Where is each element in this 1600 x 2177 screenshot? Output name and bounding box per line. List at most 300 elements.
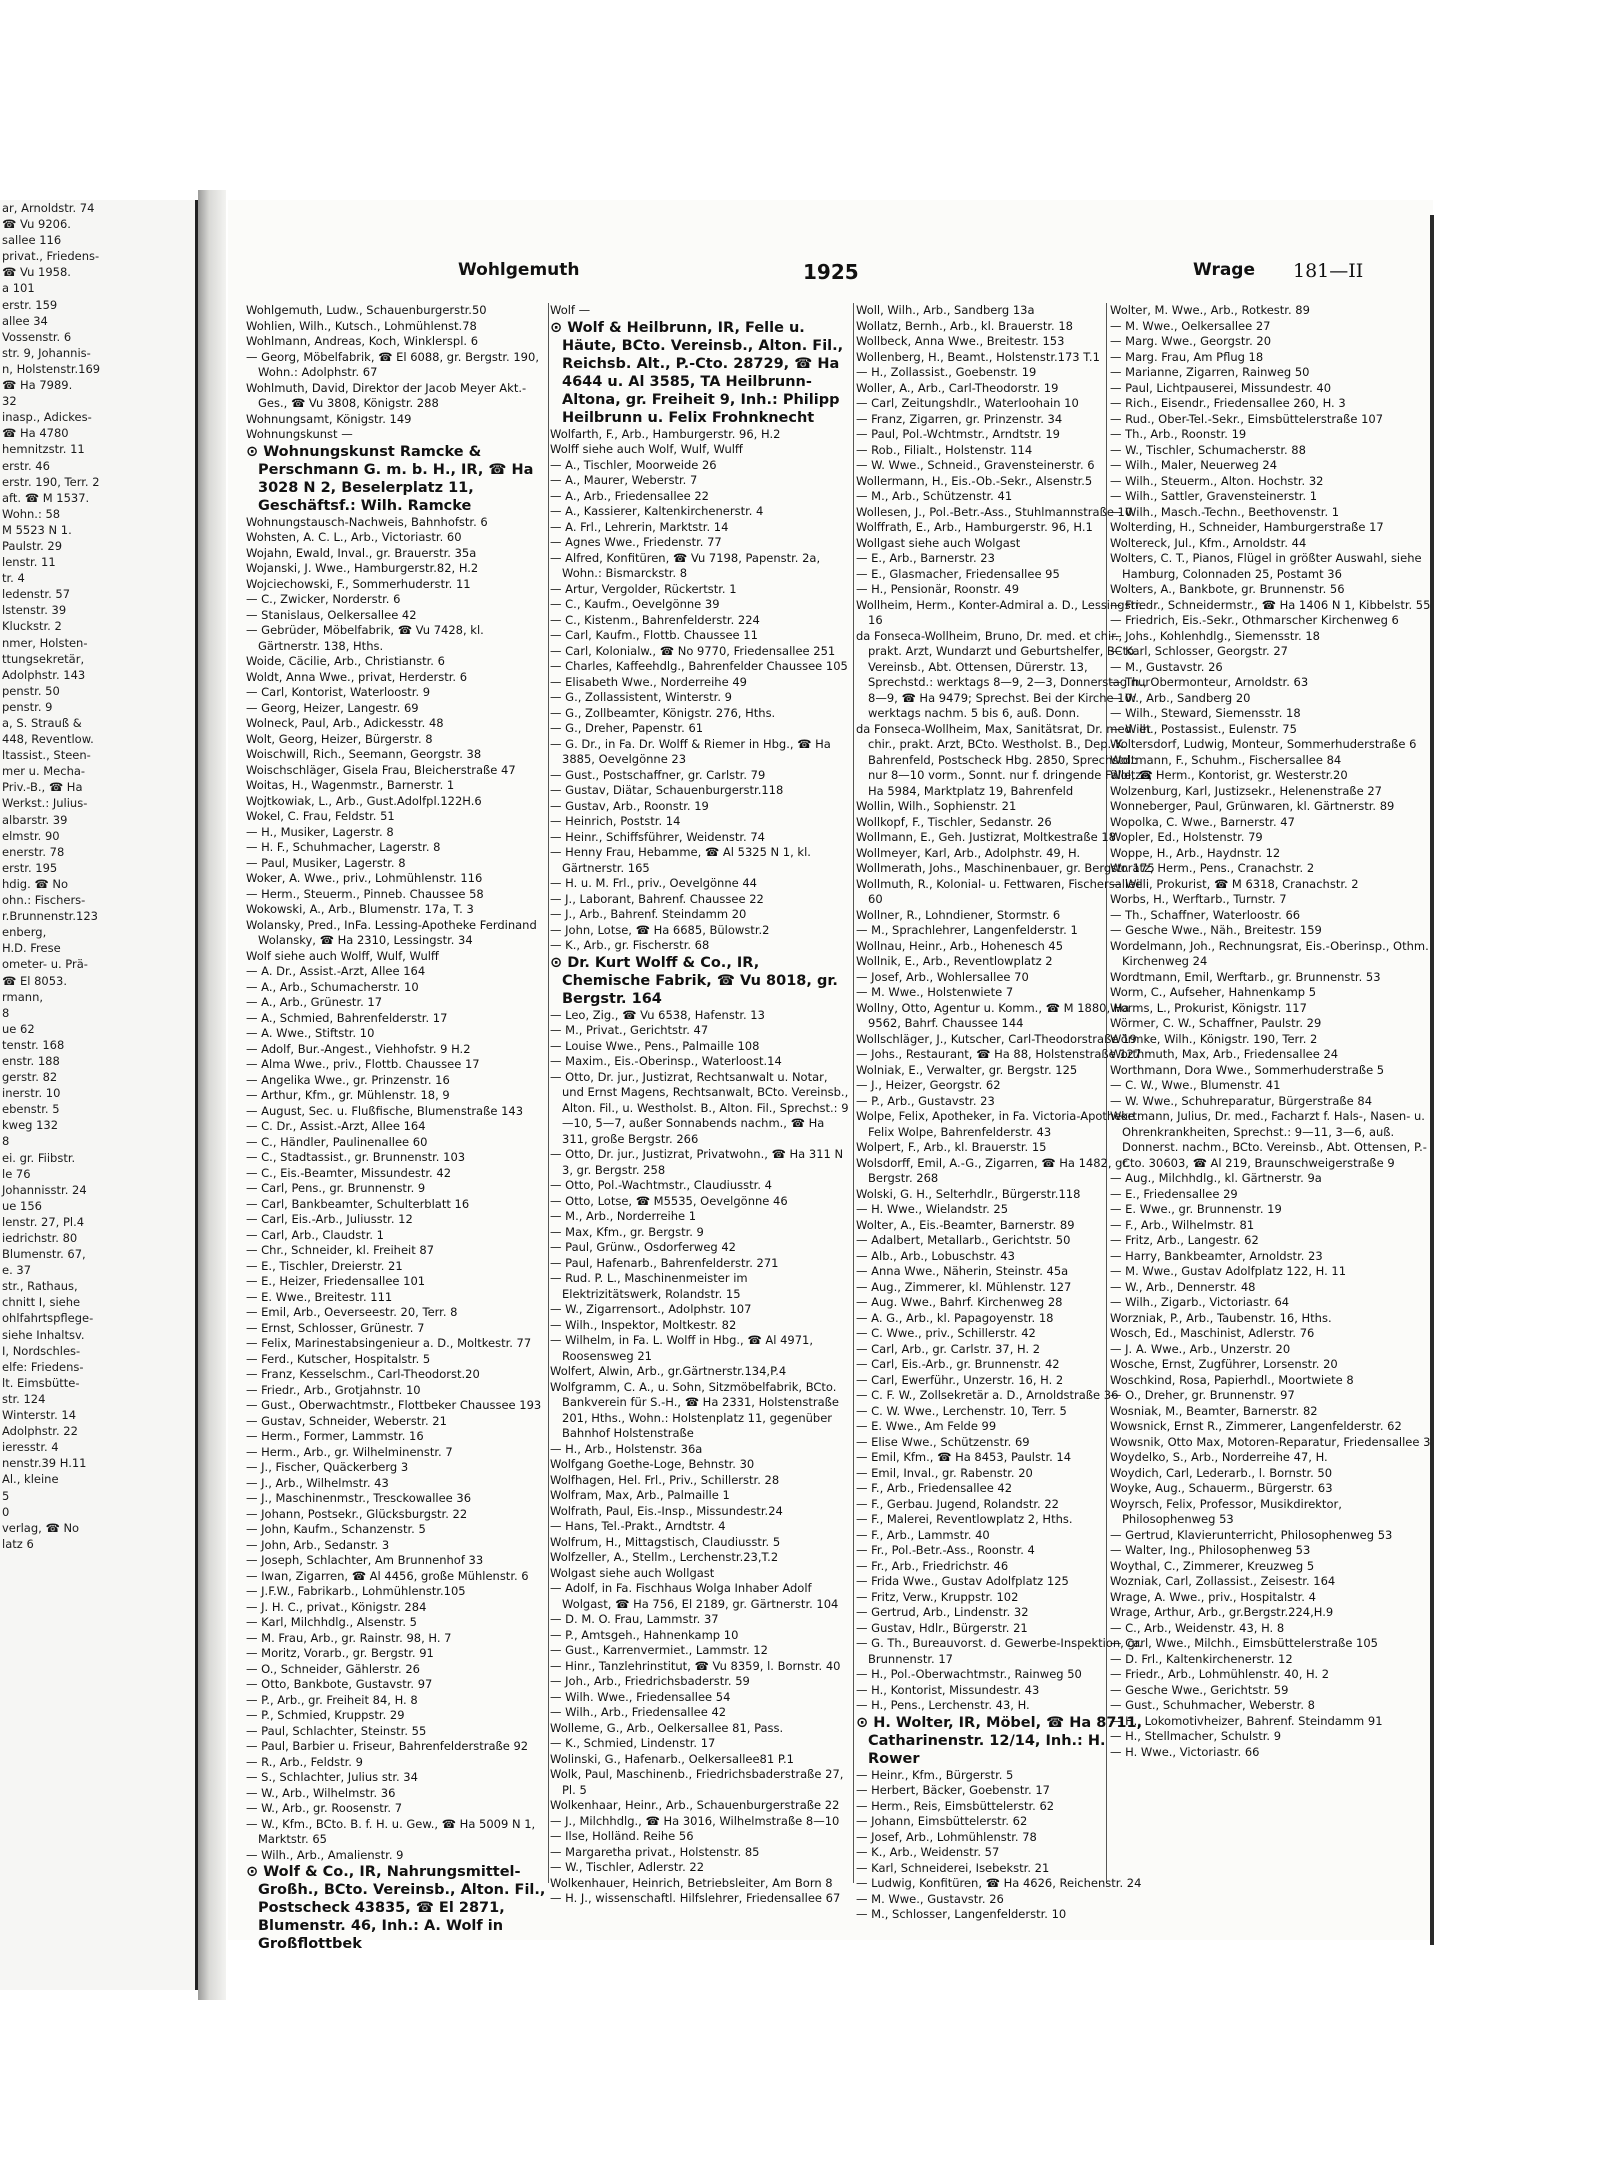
- directory-entry: — Carl, Kolonialw., ☎ No 9770, Friedensallee 251: [550, 643, 836, 658]
- directory-entry: — J. H. C., privat., Königstr. 284: [246, 1599, 427, 1614]
- directory-entry: — Marg. Wwe., Georgstr. 20: [1110, 334, 1272, 348]
- directory-entry: — Maxim., Eis.-Oberinsp., Waterloost.14: [550, 1054, 782, 1068]
- fragment-line: chnitt I, siehe: [2, 1295, 81, 1310]
- directory-entry: — Wilh., Steuerm., Alton. Hochstr. 32: [1110, 473, 1324, 488]
- directory-entry: — Josef, Arb., Wohlersallee 70: [856, 969, 1029, 984]
- directory-entry: Woltze, Herm., Kontorist, gr. Westerstr.20: [1110, 768, 1348, 782]
- fragment-line: ue 62: [2, 1021, 35, 1036]
- directory-entry: Wopler, Ed., Holstenstr. 79: [1110, 830, 1263, 844]
- directory-entry: Worm, C., Aufseher, Hahnenkamp 5: [1110, 985, 1317, 999]
- column-divider: [853, 303, 854, 1883]
- directory-entry: Wollatz, Bernh., Arb., kl. Brauerstr. 18: [856, 318, 1073, 333]
- directory-entry: — Rich., Eisendr., Friedensallee 260, H. 3: [1110, 396, 1346, 410]
- fragment-line: ometer- u. Prä-: [2, 957, 88, 972]
- directory-entry: — John, Lotse, ☎ Ha 6685, Bülowstr.2: [550, 922, 770, 937]
- directory-entry: — Otto, Lotse, ☎ M5535, Oevelgönne 46: [550, 1193, 788, 1208]
- directory-entry: — Joh., Arb., Friedrichsbaderstr. 59: [550, 1674, 750, 1688]
- directory-entry: — C., Stadtassist., gr. Brunnenstr. 103: [246, 1150, 466, 1164]
- directory-entry: Wohsten, A. C. L., Arb., Victoriastr. 60: [246, 530, 462, 544]
- book-binding: [198, 190, 226, 2000]
- fragment-line: str. 9, Johannis-: [2, 345, 91, 360]
- fragment-line: sallee 116: [2, 233, 62, 248]
- directory-entry: Wollschläger, J., Kutscher, Carl-Theodorstraße 19: [856, 1031, 1137, 1046]
- directory-entry: — Karl, Schneiderei, Isebekstr. 21: [856, 1860, 1050, 1875]
- directory-entry: — Carl, Arb., Claudstr. 1: [246, 1227, 384, 1242]
- fragment-line: hdig. ☎ No: [2, 876, 69, 891]
- directory-entry: — Rud., Ober-Tel.-Sekr., Eimsbüttelerstraße 107: [1110, 411, 1384, 426]
- fragment-line: ledenstr. 57: [2, 587, 71, 602]
- directory-entry: — Charles, Kaffeehdlg., Bahrenfelder Chaussee 105: [550, 659, 848, 673]
- directory-entry: — Otto, Dr. jur., Justizrat, Privatwohn., ☎ Ha 311 N 3, gr. Bergstr. 258: [550, 1147, 844, 1177]
- header-first-entry: Wohlgemuth: [458, 260, 580, 280]
- directory-entry: — E., Glasmacher, Friedensallee 95: [856, 566, 1060, 581]
- directory-entry: — Friedr., Arb., Lohmühlenstr. 40, H. 2: [1110, 1667, 1330, 1681]
- fragment-line: gerstr. 82: [2, 1070, 58, 1085]
- directory-entry: — W. Wwe., Schneid., Gravensteinerstr. 6: [856, 458, 1095, 472]
- directory-entry: — Josef, Arb., Lohmühlenstr. 78: [856, 1829, 1037, 1844]
- directory-entry: Wojtkowiak, L., Arb., Gust.Adolfpl.122H.6: [246, 793, 482, 808]
- directory-entry: — A., Arb., Grünestr. 17: [246, 995, 383, 1009]
- directory-entry: Wolfhagen, Hel. Frl., Priv., Schillerstr. 28: [550, 1472, 780, 1487]
- directory-entry: — A. G., Arb., kl. Papagoyenstr. 18: [856, 1310, 1054, 1325]
- directory-entry: Woll, Wilh., Arb., Sandberg 13a: [856, 303, 1035, 317]
- directory-entry: Wollbeck, Anna Wwe., Breitestr. 153: [856, 334, 1065, 348]
- directory-entry: — E. Wwe., Am Felde 99: [856, 1419, 997, 1433]
- directory-entry: — P., Schmied, Kruppstr. 29: [246, 1708, 405, 1722]
- directory-entry: — C., Eis.-Beamter, Missundestr. 42: [246, 1165, 452, 1180]
- directory-entry: — H. F., Schuhmacher, Lagerstr. 8: [246, 840, 441, 854]
- directory-entry: — Ilse, Holländ. Reihe 56: [550, 1829, 694, 1843]
- directory-entry: — A., Schmied, Bahrenfelderstr. 17: [246, 1010, 448, 1025]
- directory-entry: Wokel, C. Frau, Feldstr. 51: [246, 809, 395, 823]
- directory-entry: — Emil, Kfm., ☎ Ha 8453, Paulstr. 14: [856, 1450, 1072, 1464]
- page-number: 181—II: [1293, 260, 1364, 282]
- directory-entry: — Iwan, Zigarren, ☎ Al 4456, große Mühlenstr. 6: [246, 1568, 529, 1583]
- directory-entry: — Willi, Prokurist, ☎ M 6318, Cranachstr. 2: [1110, 876, 1359, 891]
- fragment-line: 5: [2, 1488, 10, 1503]
- directory-entry: — Franz, Zigarren, gr. Prinzenstr. 34: [856, 411, 1063, 426]
- directory-entry: — E. Wwe., Breitestr. 111: [246, 1289, 393, 1304]
- directory-entry: — Friedr., Schneidermstr., ☎ Ha 1406 N 1, Kibbelstr. 55: [1110, 597, 1431, 612]
- directory-entry: — H. J., wissenschaftl. Hilfslehrer, Friedensallee 67: [550, 1891, 841, 1905]
- directory-entry: — Margaretha privat., Holstenstr. 85: [550, 1844, 760, 1859]
- fragment-line: iedrichstr. 80: [2, 1231, 78, 1245]
- directory-entry: — A., Arb., Schumacherstr. 10: [246, 979, 419, 994]
- directory-entry: — J., Arb., Wilhelmstr. 43: [246, 1475, 389, 1490]
- directory-entry: — G., Zollbeamter, Königstr. 276, Hths.: [550, 705, 776, 720]
- directory-entry: — F., Arb., Friedensallee 42: [856, 1481, 1013, 1495]
- fragment-line: 448, Reventlow.: [2, 732, 94, 747]
- directory-entry: ⊙ Dr. Kurt Wolff & Co., IR, Chemische Fabrik, ☎ Vu 8018, gr. Bergstr. 164: [550, 954, 838, 1007]
- directory-entry: — Carl, Kaufm., Flottb. Chaussee 11: [550, 628, 758, 642]
- directory-entry: — Hinr., Tanzlehrinstitut, ☎ Vu 8359, l. Bornstr. 40: [550, 1658, 841, 1673]
- fragment-line: verlag, ☎ No: [2, 1520, 80, 1535]
- directory-entry: — Wilh., Maler, Neuerweg 24: [1110, 458, 1278, 472]
- directory-entry: — Artur, Vergolder, Rückertstr. 1: [550, 581, 737, 596]
- fragment-line: e. 37: [2, 1263, 32, 1278]
- directory-entry: — Chr., Schneider, kl. Freiheit 87: [246, 1243, 435, 1257]
- directory-entry: — Gustav, Arb., Roonstr. 19: [550, 798, 709, 813]
- directory-entry: — Louise Wwe., Pens., Palmaille 108: [550, 1038, 760, 1053]
- directory-entry: — K., Schmied, Lindenstr. 17: [550, 1736, 716, 1750]
- directory-entry: Wohlien, Wilh., Kutsch., Lohmühlenst.78: [246, 318, 477, 333]
- fragment-line: Johannisstr. 24: [2, 1182, 87, 1197]
- directory-entry: — Carl, Bankbeamter, Schulterblatt 16: [246, 1196, 470, 1211]
- directory-entry: Wolterding, H., Schneider, Hamburgerstraße 17: [1110, 520, 1384, 534]
- fragment-line: Blumenstr. 67,: [2, 1247, 86, 1262]
- directory-entry: Wolfgramm, C. A., u. Sohn, Sitzmöbelfabrik, BCto. Bankverein für S.-H., ☎ Ha 2331, Holstenstraße 201, Hths., Wohn.: Holstenplatz 11, gegenüber Bahnhof Holstenstraße: [550, 1379, 839, 1440]
- directory-entry: Wohlmann, Andreas, Koch, Winklerspl. 6: [246, 334, 479, 348]
- fragment-line: elfe: Friedens-: [2, 1359, 84, 1374]
- directory-entry: — Ludwig, Konfitüren, ☎ Ha 4626, Reichenstr. 24: [856, 1876, 1142, 1890]
- directory-entry: Woschkind, Rosa, Papierhdl., Moortwiete 8: [1110, 1372, 1354, 1387]
- directory-entry: Wollner, R., Lohndiener, Stormstr. 6: [856, 907, 1061, 922]
- fragment-line: Adolphstr. 143: [2, 667, 86, 682]
- header-last-entry: Wrage: [1193, 260, 1256, 280]
- directory-entry: Wolzenburg, Karl, Justizsekr., Helenenstraße 27: [1110, 783, 1382, 798]
- directory-entry: — Moritz, Vorarb., gr. Bergstr. 91: [246, 1646, 434, 1660]
- fragment-line: str. 124: [2, 1391, 46, 1406]
- directory-entry: — Wilh., Arb., Amalienstr. 9: [246, 1847, 404, 1862]
- directory-entry: — C., Zwicker, Norderstr. 6: [246, 592, 401, 606]
- directory-entry: — Th., Obermonteur, Arnoldstr. 63: [1110, 675, 1309, 689]
- directory-entry: — E. Wwe., gr. Brunnenstr. 19: [1110, 1202, 1282, 1216]
- directory-entry: Woydich, Carl, Lederarb., l. Bornstr. 50: [1110, 1465, 1333, 1480]
- directory-entry: — A. Wwe., Stiftstr. 10: [246, 1026, 375, 1040]
- directory-entry: — Marg. Frau, Am Pflug 18: [1110, 349, 1264, 364]
- directory-entry: — H., Pensionär, Roonstr. 49: [856, 582, 1020, 596]
- directory-entry: Wolgast siehe auch Wollgast: [550, 1565, 715, 1580]
- fragment-line: Adolphstr. 22: [2, 1424, 78, 1439]
- fragment-line: n, Holstenstr.169: [2, 361, 101, 376]
- directory-entry: — Karl, Schlosser, Georgstr. 27: [1110, 644, 1288, 658]
- directory-entry: Wollmuth, R., Kolonial- u. Fettwaren, Fischersallee 60: [856, 876, 1143, 906]
- directory-entry: Wosch, Ed., Maschinist, Adlerstr. 76: [1110, 1326, 1315, 1340]
- directory-entry: — Friedr., Arb., Grotjahnstr. 10: [246, 1382, 421, 1397]
- directory-entry: — Anna Wwe., Näherin, Steinstr. 45a: [856, 1264, 1069, 1278]
- directory-entry: — Fr., Arb., Friedrichstr. 46: [856, 1558, 1009, 1573]
- directory-entry: — Paul, Pol.-Wchtmstr., Arndtstr. 19: [856, 427, 1060, 441]
- directory-entry: — C. W. Wwe., Lerchenstr. 10, Terr. 5: [856, 1403, 1067, 1418]
- fragment-line: aft. ☎ M 1537.: [2, 490, 90, 505]
- fragment-line: 0: [2, 1504, 10, 1519]
- directory-entry: Wolinski, G., Hafenarb., Oelkersallee81 P.1: [550, 1751, 794, 1766]
- directory-entry: Wohnungskunst —: [246, 427, 353, 441]
- fragment-line: Winterstr. 14: [2, 1408, 77, 1423]
- fragment-line: str., Rathaus,: [2, 1279, 78, 1294]
- directory-entry: — E., Tischler, Dreierstr. 21: [246, 1258, 403, 1273]
- directory-entry: — Gustav, Schneider, Weberstr. 21: [246, 1413, 447, 1428]
- directory-entry: Woitas, H., Wagenmstr., Barnerstr. 1: [246, 778, 455, 792]
- directory-entry: — Harry, Bankbeamter, Arnoldstr. 23: [1110, 1248, 1323, 1263]
- directory-entry: — W., Arb., Dennerstr. 48: [1110, 1279, 1256, 1294]
- directory-entry: Wokowski, A., Arb., Blumenstr. 17a, T. 3: [246, 902, 474, 916]
- directory-entry: — A., Maurer, Weberstr. 7: [550, 473, 698, 487]
- directory-entry: — G. Th., Bureauvorst. d. Gewerbe-Inspektion, gr. Brunnenstr. 17: [856, 1636, 1143, 1666]
- directory-entry: — F., Arb., Wilhelmstr. 81: [1110, 1217, 1255, 1232]
- fragment-line: H.D. Frese: [2, 941, 61, 956]
- directory-entry: Worthmann, Dora Wwe., Sommerhuderstraße 5: [1110, 1062, 1385, 1077]
- fragment-line: ☎ Vu 9206.: [2, 217, 71, 232]
- fragment-line: enstr. 188: [2, 1053, 60, 1068]
- directory-entry: Wörmer, C. W., Schaffner, Paulstr. 29: [1110, 1016, 1322, 1030]
- directory-entry: — Alfred, Konfitüren, ☎ Vu 7198, Papenstr. 2a, Wohn.: Bismarckstr. 8: [550, 550, 821, 580]
- directory-entry: Wosniak, M., Beamter, Barnerstr. 82: [1110, 1403, 1318, 1418]
- fragment-line: erstr. 195: [2, 860, 58, 875]
- directory-entry: Wollmann, E., Geh. Justizrat, Moltkestraße 18: [856, 830, 1116, 844]
- directory-entry: — F., Arb., Lammstr. 40: [856, 1527, 990, 1542]
- directory-entry: — C. F. W., Zollsekretär a. D., Arnoldstraße 36: [856, 1388, 1119, 1402]
- directory-entry: — W., Zigarrensort., Adolphstr. 107: [550, 1302, 752, 1316]
- directory-entry: — G. Dr., in Fa. Dr. Wolff & Riemer in Hbg., ☎ Ha 3885, Oevelgönne 23: [550, 736, 831, 766]
- directory-entry: — M., Arb., Norderreihe 1: [550, 1209, 697, 1223]
- directory-entry: — Gustav, Diätar, Schauenburgerstr.118: [550, 783, 784, 797]
- fragment-line: ebenstr. 5: [2, 1102, 60, 1117]
- directory-entry: Wollgast siehe auch Wolgast: [856, 535, 1021, 550]
- directory-entry: — Otto, Dr. jur., Justizrat, Rechtsanwalt u. Notar, und Ernst Magens, Rechtsanwalt, BCto. Vereinsb., Alton. Fil., u. Westholst. B., Alton. Fil., Sprechst.: 9—10, 5—7, außer Sonnabends nachm., ☎ Ha 311, große Bergstr. 266: [550, 1069, 849, 1146]
- directory-entry: Woltmann, F., Schuhm., Fischersallee 84: [1110, 752, 1342, 767]
- directory-entry: Woischwill, Rich., Seemann, Georgstr. 38: [246, 747, 482, 761]
- directory-entry: — H., Arb., Holstenstr. 36a: [550, 1441, 703, 1456]
- directory-entry: — A., Kassierer, Kaltenkirchenerstr. 4: [550, 504, 764, 518]
- directory-entry: — Aug., Milchhdlg., kl. Gärtnerstr. 9a: [1110, 1171, 1322, 1185]
- directory-entry: — H., Zollassist., Goebenstr. 19: [856, 365, 1037, 379]
- directory-entry: — C. W., Wwe., Blumenstr. 41: [1110, 1078, 1281, 1092]
- fragment-line: Al., kleine: [2, 1472, 59, 1487]
- directory-entry: — Gust., Schuhmacher, Weberstr. 8: [1110, 1698, 1315, 1712]
- directory-entry: da Fonseca-Wollheim, Bruno, Dr. med. et chir., prakt. Arzt, Wundarzt und Geburtshelfer, BCto. Vereinsb., Abt. Ottensen, Dürerstr. 13, Sprechstd.: werktags 8—9, 2—3, Donnerstag nur 8—9, ☎ Ha 9479; Sprechst. Bei der Kirche 10: werktags nachm. 5 bis 6, auß. Donn.: [856, 628, 1151, 720]
- directory-entry: ⊙ Wolf & Heilbrunn, IR, Felle u. Häute, BCto. Vereinsb., Alton. Fil., Reichsb. Alt., P.-Cto. 28729, ☎ Ha 4644 u. Al 3585, TA Heilbrunn-Altona, gr. Freiheit 9, Inh.: Philipp Heilbrunn u. Felix Frohnknecht: [550, 319, 844, 426]
- directory-entry: Wolffrath, E., Arb., Hamburgerstr. 96, H.1: [856, 520, 1093, 534]
- directory-entry: — Gertrud, Klavierunterricht, Philosophenweg 53: [1110, 1527, 1393, 1542]
- directory-entry: — A., Arb., Friedensallee 22: [550, 488, 709, 503]
- directory-entry: — Elise Wwe., Schützenstr. 69: [856, 1434, 1030, 1449]
- directory-entry: — Joseph, Schlachter, Am Brunnenhof 33: [246, 1553, 484, 1567]
- directory-entry: Woide, Cäcilie, Arb., Christianstr. 6: [246, 654, 445, 668]
- directory-entry: Wollnik, E., Arb., Reventlowplatz 2: [856, 954, 1053, 968]
- directory-entry: Worzniak, P., Arb., Taubenstr. 16, Hths.: [1110, 1310, 1332, 1325]
- fragment-line: 32: [2, 394, 17, 409]
- directory-entry: Wrage, Arthur, Arb., gr.Bergstr.224,H.9: [1110, 1605, 1334, 1619]
- directory-entry: — J., Heizer, Georgstr. 62: [856, 1078, 1001, 1092]
- directory-entry: Wolkenhauer, Heinrich, Betriebsleiter, Am Born 8: [550, 1875, 833, 1890]
- directory-entry: — J., Milchhdlg., ☎ Ha 3016, Wilhelmstraße 8—10: [550, 1813, 840, 1828]
- directory-entry: Wolters, C. T., Pianos, Flügel in größter Auswahl, siehe Hamburg, Colonnaden 25, Postamt 36: [1110, 551, 1422, 581]
- column-divider: [548, 303, 549, 1883]
- directory-entry: — Otto, Pol.-Wachtmstr., Claudiusstr. 4: [550, 1178, 772, 1192]
- directory-entry: — J., Maschinenmstr., Tresckowallee 36: [246, 1491, 472, 1505]
- directory-entry: — Elisabeth Wwe., Norderreihe 49: [550, 674, 747, 689]
- fragment-line: allee 34: [2, 313, 48, 328]
- fragment-line: lenstr. 11: [2, 555, 56, 570]
- directory-entry: Wowsnick, Ernst R., Zimmerer, Langenfelderstr. 62: [1110, 1419, 1402, 1433]
- directory-entry: — J.F.W., Fabrikarb., Lohmühlenstr.105: [246, 1584, 466, 1598]
- directory-column-2: [550, 303, 850, 1903]
- fragment-line: ohlfahrtspflege-: [2, 1311, 94, 1326]
- directory-entry: — D. M. O. Frau, Lammstr. 37: [550, 1612, 719, 1626]
- directory-entry: Wollkopf, F., Tischler, Sedanstr. 26: [856, 814, 1052, 829]
- directory-entry: — Herm., Former, Lammstr. 16: [246, 1429, 424, 1443]
- directory-entry: — M., Schlosser, Langenfelderstr. 10: [856, 1907, 1067, 1921]
- directory-entry: — Gust., Oberwachtmstr., Flottbeker Chaussee 193: [246, 1398, 542, 1412]
- directory-entry: Wozniak, Carl, Zollassist., Zeisestr. 164: [1110, 1574, 1336, 1588]
- directory-entry: — Carl, Ewerführ., Unzerstr. 16, H. 2: [856, 1372, 1064, 1387]
- directory-entry: — Paul, Lichtpauserei, Missundestr. 40: [1110, 380, 1332, 395]
- directory-entry: — D. Frl., Kaltenkirchenerstr. 12: [1110, 1651, 1293, 1666]
- directory-entry: — Heinrich, Poststr. 14: [550, 814, 681, 828]
- directory-entry: — Carl, Kontorist, Waterloostr. 9: [246, 685, 431, 699]
- directory-entry: — Wilh., Sattler, Gravensteinerstr. 1: [1110, 489, 1318, 503]
- directory-entry: Wörmke, Wilh., Königstr. 190, Terr. 2: [1110, 1031, 1318, 1046]
- fragment-line: 8: [2, 1005, 10, 1020]
- directory-entry: — Ferd., Kutscher, Hospitalstr. 5: [246, 1351, 431, 1366]
- directory-entry: — S., Schlachter, Julius str. 34: [246, 1770, 418, 1784]
- fragment-line: Paulstr. 29: [2, 538, 63, 553]
- fragment-line: inasp., Adickes-: [2, 410, 92, 425]
- fragment-line: hemnitzstr. 11: [2, 442, 85, 457]
- directory-entry: — Emil, Inval., gr. Rabenstr. 20: [856, 1465, 1033, 1480]
- directory-entry: — W., Kfm., BCto. B. f. H. u. Gew., ☎ Ha 5009 N 1, Marktstr. 65: [246, 1816, 536, 1846]
- directory-entry: Wosche, Ernst, Zugführer, Lorsenstr. 20: [1110, 1357, 1338, 1371]
- directory-entry: — Fr., Pol.-Betr.-Ass., Roonstr. 4: [856, 1543, 1035, 1557]
- fragment-line: erstr. 190, Terr. 2: [2, 474, 100, 489]
- directory-entry: — J. A. Wwe., Arb., Unzerstr. 20: [1110, 1341, 1291, 1356]
- fragment-line: ☎ Vu 1958.: [2, 265, 71, 280]
- fragment-line: tenstr. 168: [2, 1037, 65, 1052]
- directory-entry: — Stanislaus, Oelkersallee 42: [246, 607, 417, 622]
- directory-entry: — C., Arb., Weidenstr. 43, H. 8: [1110, 1620, 1285, 1635]
- directory-entry: — Georg, Möbelfabrik, ☎ El 6088, gr. Bergstr. 190, Wohn.: Adolphstr. 67: [246, 349, 539, 379]
- fragment-line: ei. gr. Fiibstr.: [2, 1150, 76, 1165]
- directory-entry: — Carl, Pens., gr. Brunnenstr. 9: [246, 1181, 426, 1195]
- directory-entry: — Franz, Kesselschm., Carl-Theodorst.20: [246, 1367, 480, 1381]
- directory-entry: Wolansky, Pred., InFa. Lessing-Apotheke Ferdinand Wolansky, ☎ Ha 2310, Lessingstr. 34: [246, 917, 537, 947]
- directory-entry: — P., Amtsgeh., Hahnenkamp 10: [550, 1627, 739, 1642]
- directory-entry: Woltersdorf, Ludwig, Monteur, Sommerhuderstraße 6: [1110, 737, 1417, 751]
- directory-entry: Wolniak, E., Verwalter, gr. Bergstr. 125: [856, 1062, 1078, 1077]
- directory-entry: — W. Wwe., Schuhreparatur, Bürgerstraße 84: [1110, 1093, 1373, 1108]
- fragment-line: r.Brunnenstr.123: [2, 909, 98, 924]
- fragment-line: Vossenstr. 6: [2, 329, 72, 344]
- fragment-line: penstr. 50: [2, 683, 60, 698]
- directory-entry: — Friedrich, Eis.-Sekr., Othmarscher Kirchenweg 6: [1110, 613, 1399, 627]
- directory-entry: — E., Friedensallee 29: [1110, 1186, 1238, 1201]
- fragment-line: privat., Friedens-: [2, 249, 100, 264]
- fragment-line: le 76: [2, 1166, 31, 1181]
- directory-entry: — M., Gustavstr. 26: [1110, 659, 1223, 674]
- directory-entry: Wojanski, J. Wwe., Hamburgerstr.82, H.2: [246, 561, 479, 575]
- fragment-line: a 101: [2, 281, 35, 296]
- directory-entry: — H., Musiker, Lagerstr. 8: [246, 824, 394, 839]
- directory-entry: — Carl, Eis.-Arb., gr. Brunnenstr. 42: [856, 1357, 1060, 1371]
- fragment-line: nenstr.39 H.11: [2, 1456, 87, 1471]
- directory-entry: — M., Arb., Schützenstr. 41: [856, 489, 1013, 503]
- directory-entry: — M. Wwe., Gustav Adolfplatz 122, H. 11: [1110, 1264, 1347, 1278]
- directory-entry: — A. Frl., Lehrerin, Marktstr. 14: [550, 519, 729, 534]
- directory-entry: — Carl, Arb., gr. Carlstr. 37, H. 2: [856, 1341, 1041, 1356]
- directory-entry: — J., Laborant, Bahrenf. Chaussee 22: [550, 891, 764, 906]
- fragment-line: tr. 4: [2, 571, 25, 586]
- directory-entry: — C., Kistenm., Bahrenfelderstr. 224: [550, 612, 760, 627]
- directory-entry: ⊙ H. Wolter, IR, Möbel, ☎ Ha 8711, Catharinenstr. 12/14, Inh.: H. Rower: [856, 1714, 1143, 1767]
- fragment-line: penstr. 9: [2, 699, 53, 714]
- directory-entry: — Alma Wwe., priv., Flottb. Chaussee 17: [246, 1057, 480, 1071]
- directory-entry: — M., Privat., Gerichtstr. 47: [550, 1023, 709, 1037]
- directory-entry: — Th., Schaffner, Waterloostr. 66: [1110, 907, 1301, 922]
- directory-entry: Wolter, A., Eis.-Beamter, Barnerstr. 89: [856, 1217, 1075, 1232]
- fragment-line: ar, Arnoldstr. 74: [2, 201, 95, 215]
- directory-entry: — M. Wwe., Holstenwiete 7: [856, 985, 1014, 999]
- directory-entry: Wolfgang Goethe-Loge, Behnstr. 30: [550, 1457, 755, 1471]
- directory-entry: Wrage, A. Wwe., priv., Hospitalstr. 4: [1110, 1589, 1316, 1604]
- directory-entry: — Adolf, in Fa. Fischhaus Wolga Inhaber Adolf Wolgast, ☎ Ha 756, El 2189, gr. Gärtnerstr. 104: [550, 1581, 839, 1611]
- directory-entry: — G., Zollassistent, Winterstr. 9: [550, 690, 732, 704]
- directory-entry: — W., Tischler, Adlerstr. 22: [550, 1860, 705, 1874]
- directory-entry: Wolter, M. Wwe., Arb., Rotkestr. 89: [1110, 303, 1310, 317]
- directory-entry: — Wilh., Inspektor, Moltkestr. 82: [550, 1317, 737, 1332]
- directory-page: [228, 200, 1433, 1952]
- fragment-line: rmann,: [2, 989, 44, 1004]
- directory-entry: — Henny Frau, Hebamme, ☎ Al 5325 N 1, kl. Gärtnerstr. 165: [550, 845, 811, 875]
- directory-entry: Wolk, Paul, Maschinenb., Friedrichsbaderstraße 27, Pl. 5: [550, 1767, 844, 1797]
- directory-entry: Wordtmann, Emil, Werftarb., gr. Brunnenstr. 53: [1110, 969, 1381, 984]
- directory-entry: — Frida Wwe., Gustav Adolfplatz 125: [856, 1574, 1069, 1588]
- directory-entry: — Wilh., Masch.-Techn., Beethovenstr. 1: [1110, 504, 1340, 519]
- directory-entry: Wolfarth, F., Arb., Hamburgerstr. 96, H.2: [550, 426, 781, 441]
- directory-entry: ⊙ Wohnungskunst Ramcke & Perschmann G. m. b. H., IR, ☎ Ha 3028 N 2, Beselerplatz 11, Geschäftsf.: Wilh. Ramcke: [246, 443, 534, 514]
- directory-entry: — Alb., Arb., Lobuschstr. 43: [856, 1248, 1015, 1263]
- directory-entry: — Wilhelm, in Fa. L. Wolff in Hbg., ☎ Al 4971, Roosensweg 21: [550, 1333, 813, 1363]
- directory-entry: Wolneck, Paul, Arb., Adickesstr. 48: [246, 716, 444, 730]
- directory-entry: Wollmerath, Johs., Maschinenbauer, gr. Bergstr. 175: [856, 861, 1155, 875]
- directory-entry: — E., Arb., Barnerstr. 23: [856, 551, 995, 565]
- directory-entry: — Karl, Milchhdlg., Alsenstr. 5: [246, 1615, 417, 1629]
- page-edge: [1430, 215, 1434, 1945]
- directory-entry: Wolfzeller, A., Stellm., Lerchenstr.23,T.2: [550, 1550, 779, 1564]
- directory-entry: — Gust., Karrenvermiet., Lammstr. 12: [550, 1643, 768, 1657]
- directory-entry: — C. Wwe., priv., Schillerstr. 42: [856, 1326, 1036, 1340]
- fragment-line: M 5523 N 1.: [2, 522, 72, 537]
- directory-entry: — K., Arb., Weidenstr. 57: [856, 1845, 1000, 1859]
- directory-entry: Wolski, G. H., Selterhdlr., Bürgerstr.118: [856, 1186, 1081, 1201]
- directory-entry: — Paul, Schlachter, Steinstr. 55: [246, 1723, 427, 1738]
- directory-entry: Wolpe, Felix, Apotheker, in Fa. Victoria-Apotheke Felix Wolpe, Bahrenfelderstr. 43: [856, 1109, 1135, 1139]
- directory-entry: — John, Arb., Sedanstr. 3: [246, 1537, 390, 1552]
- directory-entry: Wolpert, F., Arb., kl. Brauerstr. 15: [856, 1140, 1047, 1154]
- directory-entry: — M. Wwe., Oelkersallee 27: [1110, 318, 1271, 333]
- directory-entry: — P., Arb., Gustavstr. 23: [856, 1093, 995, 1108]
- directory-entry: Woyke, Aug., Schauerm., Bürgerstr. 63: [1110, 1481, 1333, 1495]
- directory-column-1: [246, 303, 548, 1952]
- fragment-line: lstenstr. 39: [2, 603, 67, 618]
- directory-entry: — Arthur, Kfm., gr. Mühlenstr. 18, 9: [246, 1088, 450, 1102]
- fragment-line: latz 6: [2, 1536, 34, 1551]
- directory-entry: — K., Arb., gr. Fischerstr. 68: [550, 938, 710, 952]
- directory-entry: — C., Kaufm., Oevelgönne 39: [550, 597, 720, 611]
- directory-entry: — Herm., Reis, Eimsbüttelerstr. 62: [856, 1798, 1055, 1813]
- fragment-line: Kluckstr. 2: [2, 619, 62, 634]
- directory-entry: — Aug. Wwe., Bahrf. Kirchenweg 28: [856, 1295, 1063, 1309]
- directory-entry: Wolfrum, H., Mittagstisch, Claudiusstr. 5: [550, 1534, 781, 1549]
- fragment-line: ☎ El 8053.: [2, 973, 68, 988]
- fragment-line: siehe Inhaltsv.: [2, 1327, 85, 1342]
- fragment-line: Werkst.: Julius-: [2, 796, 88, 811]
- directory-entry: — M. Frau, Arb., gr. Rainstr. 98, H. 7: [246, 1630, 452, 1645]
- directory-entry: — C. Dr., Assist.-Arzt, Allee 164: [246, 1119, 426, 1133]
- directory-entry: — Leo, Zig., ☎ Vu 6538, Hafenstr. 13: [550, 1007, 765, 1022]
- directory-entry: Worthmuth, Max, Arb., Friedensallee 24: [1110, 1047, 1339, 1061]
- directory-entry: — Paul, Hafenarb., Bahrenfelderstr. 271: [550, 1255, 779, 1270]
